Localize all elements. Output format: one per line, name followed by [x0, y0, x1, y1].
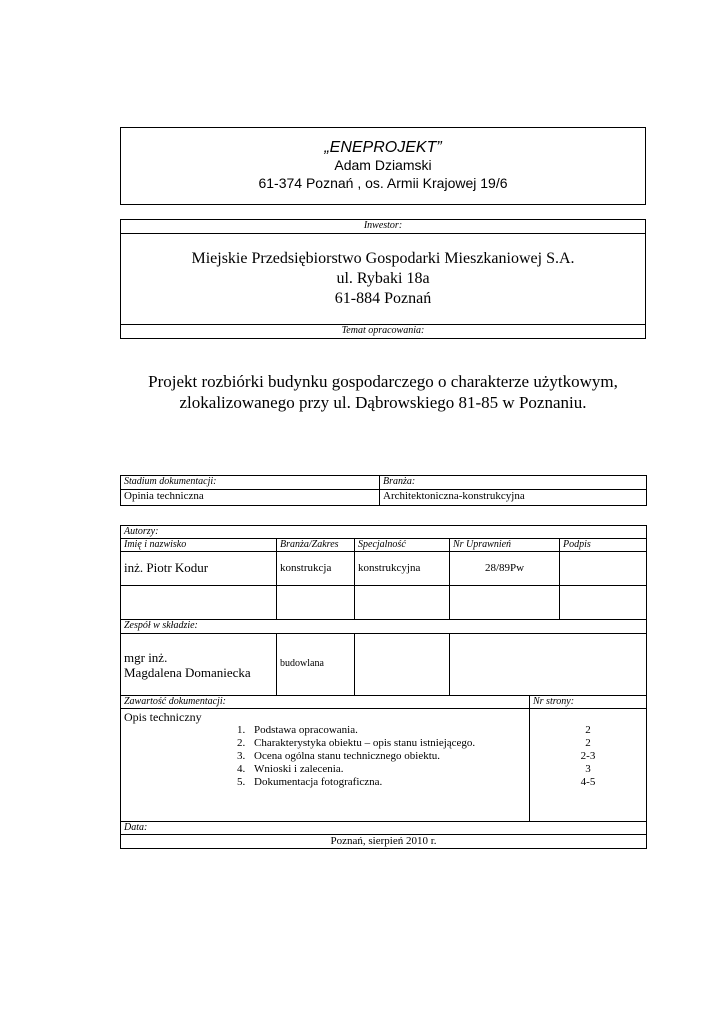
topic-label-row: [121, 324, 645, 338]
investor-street: ul. Rybaki 18a: [336, 270, 430, 287]
project-title-line1: Projekt rozbiórki budynku gospodarczego o charakterze użytkowym,: [148, 372, 618, 391]
author-name: inż. Piotr Kodur: [121, 552, 277, 586]
date-value: Poznań, sierpień 2010 r.: [121, 835, 647, 849]
list-item-text: Dokumentacja fotograficzna.: [254, 776, 383, 788]
list-item: [237, 737, 526, 750]
author-specialty: konstrukcyjna: [355, 552, 450, 586]
page-number: 2-3: [580, 750, 596, 762]
header-name: Imię i nazwisko: [121, 539, 277, 552]
investor-label-row: [121, 220, 645, 234]
contents-label: Zawartość dokumentacji:: [121, 696, 530, 709]
list-item: [237, 724, 526, 737]
author-signature: [560, 552, 647, 586]
company-name: „ENEPROJEKT”: [324, 139, 442, 156]
page-number: 2: [585, 737, 591, 749]
list-item-number: 1.: [237, 724, 246, 736]
empty-cell: [560, 586, 647, 620]
team-member-fullname: Magdalena Domaniecka: [124, 665, 251, 680]
header-specialty: Specjalność: [355, 539, 450, 552]
header-license: Nr Uprawnień: [450, 539, 560, 552]
stage-table: [120, 475, 647, 506]
author-license: 28/89Pw: [450, 552, 560, 586]
empty-cell: [450, 586, 560, 620]
investor-details: [121, 234, 645, 323]
list-item-number: 4.: [237, 763, 246, 775]
team-member-name: [121, 634, 277, 696]
investor-box: [120, 219, 646, 339]
company-person: Adam Dziamski: [334, 157, 432, 173]
empty-cell: [355, 634, 450, 696]
investor-name: Miejskie Przedsiębiorstwo Gospodarki Mieszkaniowej S.A.: [191, 250, 575, 267]
company-address: 61-374 Poznań , os. Armii Krajowej 19/6: [258, 175, 508, 191]
branch-label: Branża:: [380, 476, 647, 490]
contents-title: Opis techniczny: [124, 710, 202, 724]
list-item-text: Wnioski i zalecenia.: [254, 763, 344, 775]
empty-cell: [450, 634, 647, 696]
list-item: [237, 776, 526, 789]
list-item-text: Charakterystyka obiektu – opis stanu istniejącego.: [254, 737, 476, 749]
topic-label: Temat opracowania:: [341, 325, 425, 336]
company-header-box: [120, 127, 646, 205]
branch-value: Architektoniczna-konstrukcyjna: [380, 490, 647, 506]
page-number: 3: [585, 763, 591, 775]
project-title-line2: zlokalizowanego przy ul. Dąbrowskiego 81-85 w Poznaniu.: [179, 393, 587, 412]
list-item-number: 3.: [237, 750, 246, 762]
team-member-scope: budowlana: [277, 634, 355, 696]
page-number-label: Nr strony:: [530, 696, 647, 709]
list-item: [237, 750, 526, 763]
page-number: 2: [585, 724, 591, 736]
page-number: 4-5: [580, 776, 596, 788]
authors-label: Autorzy:: [121, 526, 647, 539]
page-numbers: [530, 709, 647, 822]
team-member-title: mgr inż.: [124, 650, 168, 665]
author-scope: konstrukcja: [277, 552, 355, 586]
list-item-text: Ocena ogólna stanu technicznego obiektu.: [254, 750, 441, 762]
authors-table: [120, 525, 647, 849]
contents-items: [124, 724, 526, 789]
investor-label: Inwestor:: [363, 220, 403, 231]
stage-label: Stadium dokumentacji:: [121, 476, 380, 490]
stage-value: Opinia techniczna: [121, 490, 380, 506]
header-scope: Branża/Zakres: [277, 539, 355, 552]
list-item-number: 2.: [237, 737, 246, 749]
investor-city: 61-884 Poznań: [334, 290, 432, 307]
header-signature: Podpis: [560, 539, 647, 552]
contents-list: [121, 709, 530, 822]
empty-cell: [355, 586, 450, 620]
list-item: [237, 763, 526, 776]
list-item-number: 5.: [237, 776, 246, 788]
project-title: [100, 371, 666, 413]
list-item-text: Podstawa opracowania.: [254, 724, 358, 736]
date-label: Data:: [121, 822, 647, 835]
team-label: Zespół w składzie:: [121, 620, 647, 634]
empty-cell: [277, 586, 355, 620]
empty-cell: [121, 586, 277, 620]
